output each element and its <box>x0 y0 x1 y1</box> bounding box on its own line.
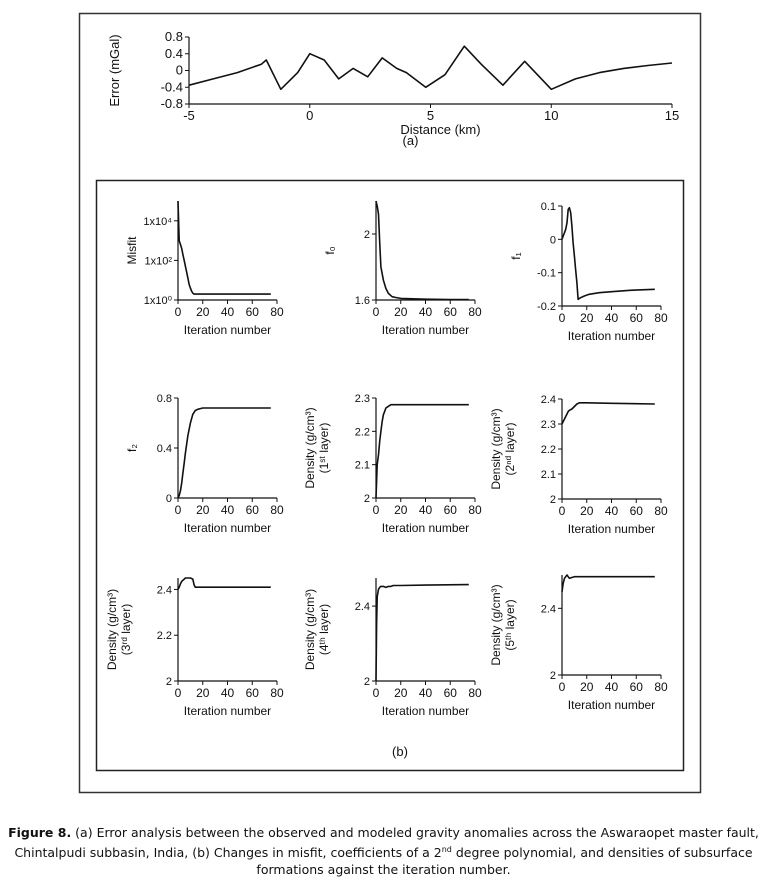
plot-panel-b5 <box>303 393 482 535</box>
x-tick-label: 60 <box>245 686 259 700</box>
x-tick-label: 80 <box>468 686 482 700</box>
y-tick-label: 0 <box>165 493 172 505</box>
x-tick-label: 80 <box>270 305 284 319</box>
y-tick-label: 0.8 <box>156 393 172 405</box>
series-line <box>562 208 655 300</box>
y-tick-label: 2.2 <box>156 630 172 643</box>
y-axis-label: (4ᵗʰ layer) <box>317 603 331 656</box>
x-tick-label: 80 <box>270 503 284 517</box>
x-tick-label: 60 <box>443 686 457 700</box>
y-tick-label: 0.4 <box>164 45 183 61</box>
x-tick-label: 80 <box>468 305 482 319</box>
x-axis-label: Iteration number <box>183 704 272 718</box>
x-axis-label: Iteration number <box>567 522 656 536</box>
x-tick-label: 0 <box>372 503 380 517</box>
x-tick-label: 40 <box>220 686 235 700</box>
y-tick-label: 2 <box>549 670 556 682</box>
caption-superscript: nd <box>441 845 452 854</box>
plot-panel-b3 <box>509 201 668 343</box>
x-tick-label: 60 <box>443 305 457 319</box>
plot-panel-b2 <box>323 201 482 337</box>
series-line <box>189 46 672 89</box>
y-tick-label: -0.4 <box>160 79 183 95</box>
y-tick-label: 2.2 <box>540 444 556 456</box>
series-line <box>178 578 271 589</box>
x-axis-label: Distance (km) <box>400 122 481 137</box>
plot-panel-b8 <box>303 578 482 718</box>
x-tick-label: 0 <box>174 503 182 517</box>
x-tick-label: 40 <box>604 311 619 325</box>
x-tick-label: 0 <box>174 686 182 700</box>
panel-a-label: (a) <box>402 133 419 148</box>
x-axis-label: Iteration number <box>183 323 272 337</box>
x-tick-label: -5 <box>183 108 195 123</box>
x-tick-label: 80 <box>468 503 482 517</box>
y-axis-label: Density (g/cm³) <box>489 584 503 666</box>
plot-panel-b4 <box>125 393 284 535</box>
panel-b-frame <box>97 181 684 771</box>
x-axis-label: Iteration number <box>381 521 470 535</box>
figure-caption <box>0 824 767 878</box>
x-tick-label: 60 <box>629 504 643 518</box>
plot-panel-a <box>107 29 679 148</box>
y-axis-label: Error (mGal) <box>107 34 122 107</box>
series-line <box>178 408 271 498</box>
x-tick-label: 0 <box>372 305 380 319</box>
y-tick-label: 2.1 <box>540 469 556 481</box>
x-tick-label: 60 <box>629 680 643 694</box>
y-axis-label: (5ᵗʰ layer) <box>503 599 517 651</box>
y-axis-label: (3ʳᵈ layer) <box>119 603 133 656</box>
x-tick-label: 80 <box>654 504 668 518</box>
y-tick-label: 2.3 <box>354 393 370 405</box>
x-tick-label: 60 <box>245 305 259 319</box>
series-line <box>376 585 469 681</box>
x-tick-label: 20 <box>196 305 210 319</box>
y-axis-label: Density (g/cm³) <box>303 588 317 671</box>
y-tick-label: 0 <box>549 234 556 247</box>
x-tick-label: 0 <box>174 305 182 319</box>
x-tick-label: 40 <box>220 503 235 517</box>
y-tick-label: 2.4 <box>540 394 556 406</box>
caption-figure-label: Figure 8. <box>8 825 72 840</box>
x-tick-label: 15 <box>664 108 680 123</box>
y-tick-label: -0.2 <box>537 301 556 313</box>
caption-text-part1: (a) Error analysis between the observed and modeled gravity anomalies across the Aswaraopet master fault, Chintalpudi subbasin, India, (b) Changes in misfit, coefficients of a 2 <box>14 825 759 861</box>
y-tick-label: 2.4 <box>540 603 556 616</box>
series-line <box>562 403 655 424</box>
x-axis-label: Iteration number <box>567 329 656 343</box>
y-axis-label: f₁ <box>509 252 523 260</box>
x-tick-label: 40 <box>604 680 619 694</box>
x-tick-label: 60 <box>443 503 457 517</box>
plot-panel-b9 <box>489 575 668 712</box>
x-tick-label: 20 <box>196 686 210 700</box>
y-axis-label: f₀ <box>323 246 337 255</box>
x-tick-label: 20 <box>394 686 408 700</box>
y-tick-label: 2 <box>549 494 556 506</box>
x-tick-label: 20 <box>394 503 408 517</box>
y-axis-label: (1ˢᵗ layer) <box>317 422 331 474</box>
y-axis-label: (2ⁿᵈ layer) <box>503 422 517 476</box>
y-tick-label: -0.8 <box>160 96 183 111</box>
x-axis-label: Iteration number <box>567 698 656 712</box>
x-tick-label: 20 <box>580 504 594 518</box>
x-tick-label: 20 <box>580 680 594 694</box>
x-tick-label: 40 <box>418 503 433 517</box>
x-axis-label: Iteration number <box>183 521 272 535</box>
y-tick-label: 2 <box>165 676 172 688</box>
y-tick-label: 2.3 <box>540 419 556 431</box>
x-tick-label: 40 <box>604 504 619 518</box>
panel-b-label: (b) <box>392 744 408 759</box>
x-tick-label: 60 <box>629 311 643 325</box>
y-tick-label: 2.2 <box>354 426 370 439</box>
y-tick-label: 2 <box>363 493 370 505</box>
x-tick-label: 40 <box>418 305 433 319</box>
plot-panel-b7 <box>105 578 284 718</box>
y-tick-label: 2 <box>363 676 370 688</box>
x-tick-label: 20 <box>196 503 210 517</box>
x-tick-label: 20 <box>580 311 594 325</box>
series-line <box>376 405 469 498</box>
y-tick-label: 2 <box>363 229 370 241</box>
x-tick-label: 0 <box>558 504 566 518</box>
y-tick-label: 0.4 <box>156 443 172 455</box>
x-tick-label: 80 <box>654 680 668 694</box>
y-tick-label: 1x10⁰ <box>143 295 172 307</box>
y-tick-label: 0 <box>175 62 183 78</box>
y-tick-label: 2.4 <box>156 584 172 597</box>
y-axis-label: f₂ <box>125 444 139 452</box>
y-tick-label: 0.1 <box>540 201 556 213</box>
y-tick-label: 1.6 <box>354 295 370 307</box>
x-axis-label: Iteration number <box>381 323 470 337</box>
x-tick-label: 0 <box>558 680 566 694</box>
series-line <box>376 201 469 300</box>
plot-panel-b6 <box>489 394 668 536</box>
series-line <box>562 575 655 592</box>
y-axis-label: Density (g/cm³) <box>489 408 503 490</box>
y-axis-label: Density (g/cm³) <box>303 407 317 489</box>
y-tick-label: 1x10² <box>144 255 172 268</box>
x-tick-label: 40 <box>220 305 235 319</box>
y-tick-label: 1x10⁴ <box>143 215 172 228</box>
y-tick-label: -0.1 <box>537 267 556 280</box>
plot-panel-b1 <box>125 201 284 337</box>
y-axis-label: Misfit <box>125 236 139 265</box>
x-tick-label: 5 <box>426 108 435 123</box>
y-tick-label: 2.4 <box>354 601 370 614</box>
x-tick-label: 0 <box>306 108 314 123</box>
y-axis-label: Density (g/cm³) <box>105 588 119 671</box>
x-tick-label: 0 <box>372 686 380 700</box>
y-tick-label: 0.8 <box>164 29 183 44</box>
x-tick-label: 20 <box>394 305 408 319</box>
series-line <box>178 201 271 294</box>
caption-text-part2: degree polynomial, and densities of subsurface formations against the iteration number. <box>256 845 753 878</box>
x-tick-label: 10 <box>544 108 559 123</box>
x-tick-label: 80 <box>654 311 668 325</box>
x-tick-label: 80 <box>270 686 284 700</box>
y-tick-label: 2.1 <box>354 459 370 472</box>
x-tick-label: 40 <box>418 686 433 700</box>
x-tick-label: 60 <box>245 503 259 517</box>
x-axis-label: Iteration number <box>381 704 470 718</box>
x-tick-label: 0 <box>558 311 566 325</box>
